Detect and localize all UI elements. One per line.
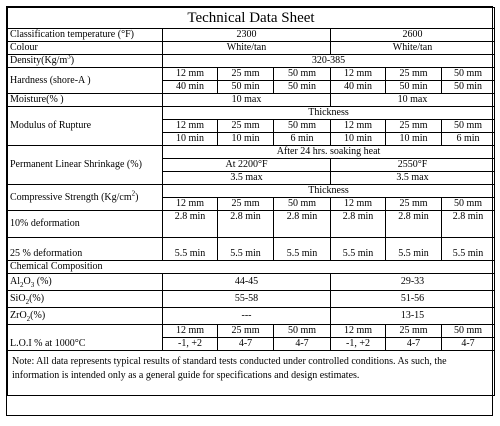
- hardness-value: 50 min: [442, 81, 495, 94]
- shrinkage-subhead: After 24 hrs. soaking heat: [163, 146, 495, 159]
- deformation-25-value: 5.5 min: [386, 238, 442, 261]
- loi-thickness: 12 mm: [331, 325, 386, 338]
- compressive-thickness: 25 mm: [218, 198, 274, 211]
- deformation-25-label: 25 % deformation: [8, 238, 163, 261]
- hardness-thickness: 12 mm: [331, 68, 386, 81]
- hardness-thickness: 25 mm: [386, 68, 442, 81]
- deformation-25-value: 5.5 min: [274, 238, 331, 261]
- hardness-value: 50 min: [386, 81, 442, 94]
- loi-value: 4-7: [386, 338, 442, 351]
- classification-2600: 2600: [331, 29, 495, 42]
- hardness-value: 40 min: [331, 81, 386, 94]
- colour-value-1: White/tan: [163, 42, 331, 55]
- rupture-value: 10 min: [386, 133, 442, 146]
- sio2-value-1: 55-58: [163, 291, 331, 308]
- rupture-thickness: 12 mm: [331, 120, 386, 133]
- compressive-thickness: 50 mm: [274, 198, 331, 211]
- classification-label: Classification temperature (°F): [8, 29, 163, 42]
- rupture-label: Modulus of Rupture: [8, 107, 163, 146]
- rupture-thickness: 50 mm: [442, 120, 495, 133]
- deformation-10-value: 2.8 min: [274, 211, 331, 238]
- page-title: Technical Data Sheet: [8, 8, 495, 29]
- loi-value: 4-7: [274, 338, 331, 351]
- al2o3-value-2: 29-33: [331, 274, 495, 291]
- rupture-value: 6 min: [274, 133, 331, 146]
- rupture-thickness: 25 mm: [386, 120, 442, 133]
- compressive-subhead: Thickness: [163, 185, 495, 198]
- shrinkage-value-2: 3.5 max: [331, 172, 495, 185]
- moisture-label: Moisture(% ): [8, 94, 163, 107]
- disclaimer-note: Note: All data represents typical results of standard tests conducted under controlled conditions. As such, the information is intended only as a general guide for specifications and design estimates.: [8, 351, 495, 396]
- loi-value: 4-7: [442, 338, 495, 351]
- zro2-value-1: ---: [163, 308, 331, 325]
- moisture-value-1: 10 max: [163, 94, 331, 107]
- rupture-subhead: Thickness: [163, 107, 495, 120]
- hardness-thickness: 50 mm: [274, 68, 331, 81]
- zro2-label: ZrO$_2$(%): [8, 308, 163, 325]
- al2o3-label: $Al_2O_3$ (%): [8, 274, 163, 291]
- compressive-thickness: 25 mm: [386, 198, 442, 211]
- deformation-10-value: 2.8 min: [386, 211, 442, 238]
- hardness-value: 50 min: [218, 81, 274, 94]
- sio2-value-2: 51-56: [331, 291, 495, 308]
- technical-data-sheet: [6, 6, 493, 416]
- al2o3-value-1: 44-45: [163, 274, 331, 291]
- loi-thickness: 25 mm: [386, 325, 442, 338]
- hardness-label: Hardness (shore-A ): [8, 68, 163, 94]
- loi-value: 4-7: [218, 338, 274, 351]
- shrinkage-temp-1: At 2200°F: [163, 159, 331, 172]
- loi-thickness: 50 mm: [442, 325, 495, 338]
- classification-2300: 2300: [163, 29, 331, 42]
- hardness-thickness: 12 mm: [163, 68, 218, 81]
- loi-label: L.O.I % at 1000°C: [8, 325, 163, 351]
- loi-thickness: 25 mm: [218, 325, 274, 338]
- sio2-label: SiO$_2$(%): [8, 291, 163, 308]
- hardness-value: 50 min: [274, 81, 331, 94]
- data-table: [7, 7, 495, 396]
- colour-label: Colour: [8, 42, 163, 55]
- hardness-thickness: 50 mm: [442, 68, 495, 81]
- rupture-value: 10 min: [163, 133, 218, 146]
- density-value: 320-385: [163, 55, 495, 68]
- loi-value: -1, +2: [163, 338, 218, 351]
- compressive-label: Compressive Strength $(Kg/cm^2)$: [8, 185, 163, 211]
- rupture-thickness: 50 mm: [274, 120, 331, 133]
- deformation-10-label: 10% deformation: [8, 211, 163, 238]
- shrinkage-temp-2: 2550°F: [331, 159, 495, 172]
- rupture-value: 10 min: [331, 133, 386, 146]
- rupture-thickness: 12 mm: [163, 120, 218, 133]
- density-label: $Density(Kg/m^3)$: [8, 55, 163, 68]
- loi-thickness: 12 mm: [163, 325, 218, 338]
- deformation-10-value: 2.8 min: [331, 211, 386, 238]
- deformation-25-value: 5.5 min: [218, 238, 274, 261]
- deformation-25-value: 5.5 min: [442, 238, 495, 261]
- hardness-thickness: 25 mm: [218, 68, 274, 81]
- shrinkage-label: Permanent Linear Shrinkage (%): [8, 146, 163, 185]
- deformation-10-value: 2.8 min: [442, 211, 495, 238]
- rupture-thickness: 25 mm: [218, 120, 274, 133]
- deformation-25-value: 5.5 min: [163, 238, 218, 261]
- moisture-value-2: 10 max: [331, 94, 495, 107]
- rupture-value: 10 min: [218, 133, 274, 146]
- shrinkage-value-1: 3.5 max: [163, 172, 331, 185]
- rupture-value: 6 min: [442, 133, 495, 146]
- hardness-value: 40 min: [163, 81, 218, 94]
- colour-value-2: White/tan: [331, 42, 495, 55]
- loi-value: -1, +2: [331, 338, 386, 351]
- deformation-10-value: 2.8 min: [163, 211, 218, 238]
- deformation-25-value: 5.5 min: [331, 238, 386, 261]
- compressive-thickness: 50 mm: [442, 198, 495, 211]
- loi-thickness: 50 mm: [274, 325, 331, 338]
- chemical-composition-heading: Chemical Composition: [8, 261, 495, 274]
- zro2-value-2: 13-15: [331, 308, 495, 325]
- compressive-thickness: 12 mm: [163, 198, 218, 211]
- compressive-thickness: 12 mm: [331, 198, 386, 211]
- deformation-10-value: 2.8 min: [218, 211, 274, 238]
